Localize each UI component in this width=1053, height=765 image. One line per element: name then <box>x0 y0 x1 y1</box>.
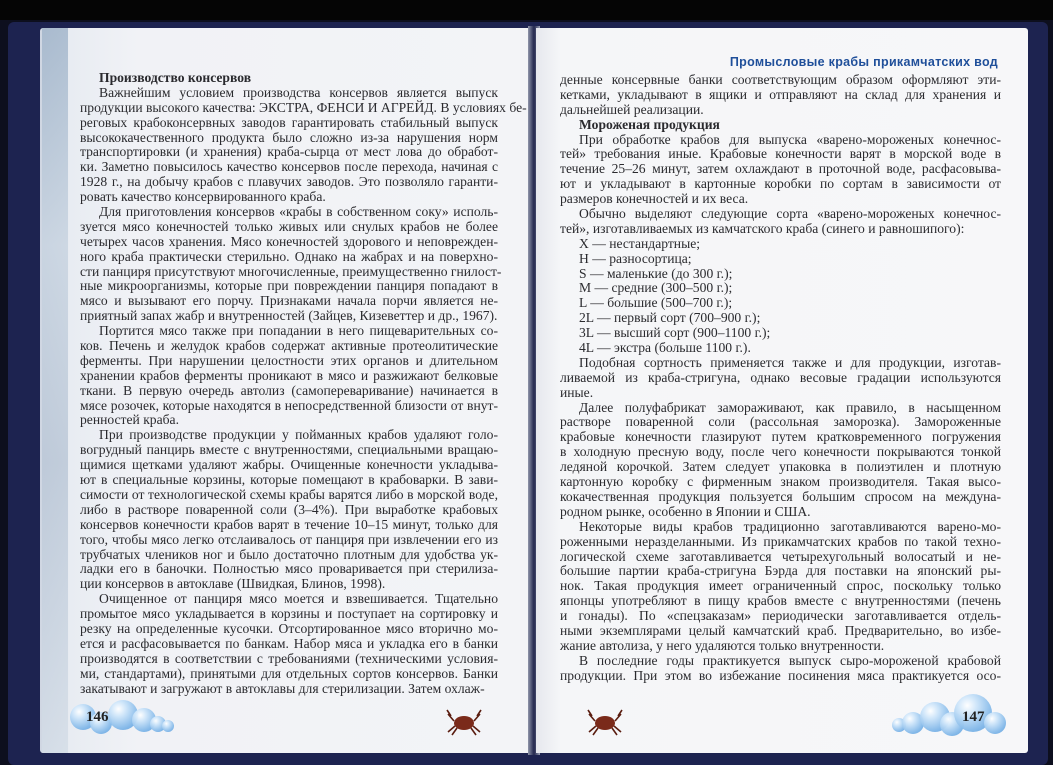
text-line: Очищенное от панциря мясо моется и взвешивается. Тщательно <box>99 591 498 607</box>
text-line: мясо и вызывают его порчу. Признаками начала порчи является не- <box>80 293 498 309</box>
text-line: кетками, укладывают в ящики и отправляют на склад для хранения и <box>560 86 1001 102</box>
text-line: Для приготовления консервов «крабы в собственном соку» исполь- <box>99 204 498 220</box>
text-line: ливаемой из краба-стригуна, однако весовые градации используются <box>560 369 1001 385</box>
text-line: крабовые конечности глазируют путем кратковременного погружения <box>560 429 1001 445</box>
text-line: ют и укладывают в картонные коробки по сортам в зависимости от <box>560 176 1001 192</box>
text-line: денные консервные банки соответствующим образом оформляют эти- <box>560 72 1001 87</box>
text-line: При производстве продукции у пойманных крабов удаляют голо- <box>99 427 498 443</box>
crab-icon <box>586 708 624 736</box>
text-line: тей», изготавливаемых из камчатского краба (синего и равношипого): <box>560 220 965 236</box>
text-line: картонную коробку с фирменным знаком производителя. Такая высо- <box>560 474 1001 490</box>
text-line: ткани. В первую очередь автолиз (самопереваривание) начинается в <box>80 382 498 398</box>
text-line: сти панциря присутствуют многочисленные, преимущественно гнилост- <box>80 263 502 279</box>
text-line: логической схеме заготавливается четырехугольный волосатый и не- <box>560 548 1001 564</box>
right-page-text <box>560 73 1001 684</box>
list-item: 3L — высший сорт (900–1100 г.); <box>579 325 771 341</box>
text-line: резку на определенные кусочки. Отсортированное мясо вторично мо- <box>80 620 498 636</box>
text-line: ладки его в баночки. Полностью мясо проваривается при стерилиза- <box>80 561 498 577</box>
text-line: мясе розочек, которые находятся в непосредственной близости от внут- <box>80 397 498 413</box>
text-line: роженными неразделанными. Из прикамчатских крабов по такой техно- <box>560 533 1001 549</box>
text-line: течение 25–26 минут, затем охлаждают в проточной воде, расфасовыва- <box>560 161 1001 177</box>
text-line: продукции. При этом во избежание посинения мяса практикуется осо- <box>560 667 1001 683</box>
text-line: ледяной корочкой. Затем следует упаковка в полиэтилен и плотную <box>560 459 1001 475</box>
text-line: жание автолиза, у него удаляются только внутренности. <box>560 637 885 653</box>
text-line: ют в специальные корзины, которые помещают в крабоварки. В зави- <box>80 472 498 488</box>
text-line: нок. Такая продукция имеет ограниченный спрос, поскольку только <box>560 578 1001 594</box>
text-line: производятся в соответствии с требованиями (техническими условия- <box>80 650 498 666</box>
text-line: ми, стандартами), принятыми для отдельных сортов консервов. Банки <box>80 665 498 681</box>
text-line: либо в растворе поваренной соли (3–4%). При выработке крабовых <box>80 501 498 517</box>
page-number: 147 <box>962 709 985 725</box>
left-page <box>40 28 532 753</box>
crab-icon <box>445 708 483 736</box>
text-line: вогрудный панцирь вместе с внутренностями, специальными вращаю- <box>80 442 498 458</box>
text-line: Портится мясо также при попадании в него пищеварительных со- <box>99 323 498 339</box>
text-line: в холодную пресную воду, после чего конечности покрываются тонкой <box>560 444 1001 460</box>
text-line: При обработке крабов для выпуска «варено-мороженых конечнос- <box>579 131 1001 147</box>
text-line: иные. <box>560 384 594 400</box>
list-item: 2L — первый сорт (700–900 г.); <box>579 310 761 326</box>
text-line: Далее полуфабрикат замораживают, как правило, в насыщенном <box>579 399 1001 415</box>
text-line: закатывают и загружают в автоклавы для стерилизации. Затем охлаж- <box>80 680 485 696</box>
text-line: реговых крабоконсервных заводов гарантировать стабильный выпуск <box>80 114 498 130</box>
text-line: В последние годы практикуется выпуск сыро-мороженой крабовой <box>579 652 1001 668</box>
text-line: размеров конечностей и их веса. <box>560 191 749 207</box>
page-number: 146 <box>86 709 109 725</box>
text-line: ными экземплярами целый камчатский краб. Предварительно, во избе- <box>560 622 1001 638</box>
list-item: L — большие (500–700 г.); <box>579 295 733 311</box>
list-item: S — маленькие (до 300 г.); <box>579 265 733 281</box>
text-line: ровать качество консервированного краба. <box>80 189 326 205</box>
text-line: продукции высокого качества: ЭКСТРА, ФЕНСИ И АГРЕЙД. В условиях бе- <box>80 99 527 115</box>
text-line: ного краба практически стерильно. Однако на жабрах и на поверхно- <box>80 248 498 264</box>
text-line: зуется мясо конечностей только живых или снулых крабов не более <box>80 218 498 234</box>
right-page <box>536 28 1028 753</box>
text-line: консервов конечности крабов варят в течение 10–15 минут, только для <box>80 516 498 532</box>
text-line: Некоторые виды крабов традиционно заготавливаются варено-мо- <box>579 518 1001 534</box>
text-line: большие партии краба-стригуна Бэрда для поставки на японский ры- <box>560 563 1001 579</box>
text-line: тей» требования иные. Крабовые конечности варят в морской воде в <box>560 146 1001 162</box>
section-heading: Производство консервов <box>99 70 252 85</box>
text-line: ренностей краба. <box>80 412 179 428</box>
text-line: дальнейшей реализации. <box>560 101 704 117</box>
text-line: щимися щетками удаляют жабры. Очищенные конечности укладыва- <box>80 457 498 473</box>
text-line: высококачественного продукта было сложно из-за нарушения норм <box>80 129 498 145</box>
text-line: трубчатых члеников ног и было достаточно плотным для удобства ук- <box>80 546 498 562</box>
text-line: Важнейшим условием производства консервов является выпуск <box>99 84 498 100</box>
text-line: промытое мясо укладывается в корзины и поступает на сортировку и <box>80 606 498 622</box>
text-line: японцы употребляют в пищу крабов вместе с внутренностями (печень <box>560 593 1001 609</box>
list-item: M — средние (300–500 г.); <box>579 280 733 296</box>
text-line: четырех часов хранения. Мясо конечностей здорового и неповрежден- <box>80 233 498 249</box>
text-line: ков. Печень и желудок крабов содержат активные протеолитические <box>80 338 498 354</box>
text-line: ки. Заметно повысилось качество консервов после перехода, начиная с <box>80 159 498 175</box>
text-line: хранении крабов ферменты проникают в мясо и разжижают белковые <box>80 367 498 383</box>
text-line: ется и расфасовывается по банкам. Набор мяса и укладка его в банки <box>80 635 498 651</box>
section-heading: Мороженая продукция <box>579 116 720 132</box>
running-header: Промысловые крабы прикамчатских вод <box>729 55 998 69</box>
text-line: транспортировки (и хранения) краба-сырца от мест лова до обработ- <box>80 144 498 160</box>
left-page-text <box>80 70 527 696</box>
text-line: ции консервов в автоклаве (Швидкая, Блинов, 1998). <box>80 576 386 592</box>
text-line: Подобная сортность применяется также и для продукции, изготав- <box>579 354 1001 370</box>
text-line: симости от технологической схемы крабы варятся либо в морской воде, <box>80 486 498 502</box>
scan-top-border <box>0 0 1053 20</box>
list-item: X — нестандартные; <box>579 235 701 251</box>
text-line: и гонады). По «спецзаказам» периодически заготавливается отдель- <box>560 608 1001 624</box>
text-line: растворе поваренной соли (рассольная заморозка). Замороженные <box>560 414 1001 430</box>
list-item: 4L — экстра (больше 1100 г.). <box>579 340 751 356</box>
text-line: родном рынке, особенно в Японии и США. <box>560 503 811 519</box>
text-line: 1928 г., на добычу крабов с плавучих заводов. Это позволяло гаранти- <box>80 174 498 190</box>
text-line: того, чтобы мясо легко отслаивалось от панциря при извлечении его из <box>80 531 498 547</box>
text-line: приятный запах жабр и внутренностей (Зайцев, Кизеветтер и др., 1967). <box>80 308 498 324</box>
text-line: кокачественная продукция пользуется большим спросом на междуна- <box>560 488 1001 504</box>
text-line: Обычно выделяют следующие сорта «варено-мороженых конечнос- <box>579 206 1001 222</box>
margin-photo-strip <box>42 28 68 753</box>
text-line: ферменты. При нарушении целостности этих органов и длительном <box>80 352 498 368</box>
list-item: H — разносортица; <box>579 250 692 266</box>
text-line: ные микроорганизмы, которые при повреждении панциря попадают в <box>80 278 498 294</box>
